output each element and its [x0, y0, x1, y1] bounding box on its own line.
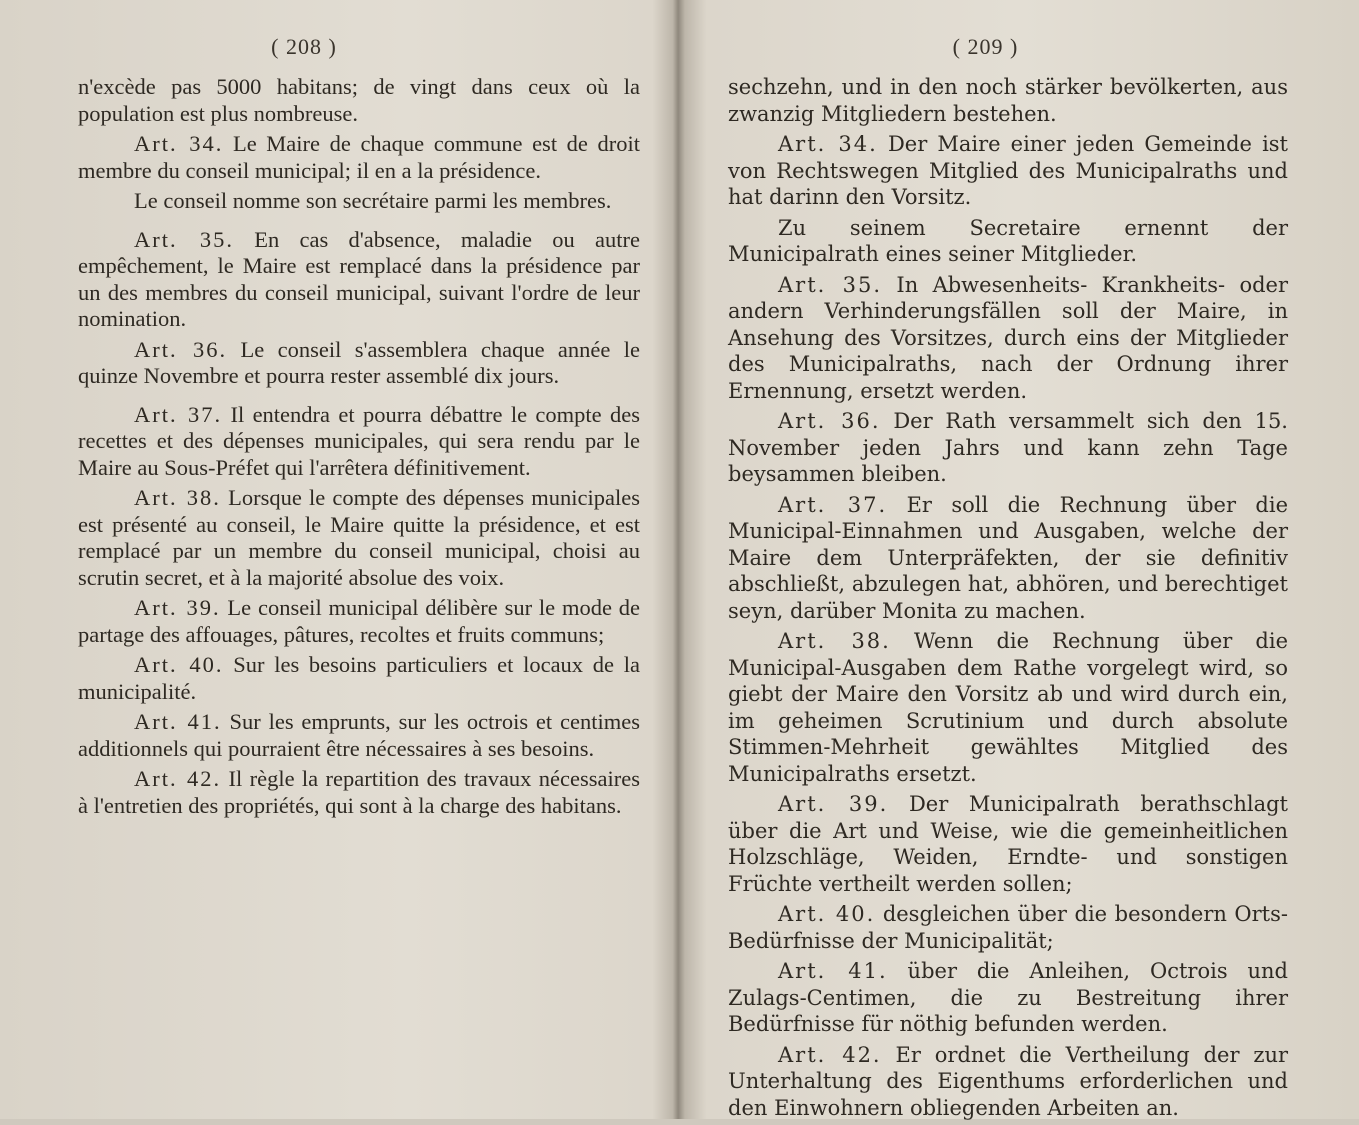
article-42: Art. 42. Il règle la repartition des travaux nécessaires à l'entretien des propriétés, qui sont à la charge des habitans.: [78, 766, 640, 818]
article-35: Art. 35. In Abwesenheits- Krankheits- oder andern Verhinderungsfällen soll der Maire, in Ansehung des Vorsitzes, durch eins der Mitglieder des Municipalraths, nach der Ordnung ihrer Ernennung, ersetzt werden.: [728, 272, 1288, 403]
article-38: Art. 38. Lorsque le compte des dépenses municipales est présenté au conseil, le Maire quitte la présidence, et est remplacé par un membre du conseil municipal, choisi au scrutin secret, et à la majorité absolue des voix.: [78, 485, 640, 590]
article-39: Art. 39. Le conseil municipal délibère sur le mode de partage des affouages, pâtures, recoltes et fruits communs;: [78, 595, 641, 647]
article-40: Art. 40. desgleichen über die besondern Orts-Bedürfnisse der Municipalität;: [728, 902, 1288, 953]
article-36: Art. 36. Der Rath versammelt sich den 15. November jeden Jahrs und kann zehn Tage beysammen bleiben.: [728, 409, 1288, 486]
paragraph: n'excède pas 5000 habitans; de vingt dans ceux où la population est plus nombreuse.: [78, 74, 640, 126]
article-36: Art. 36. Le conseil s'assemblera chaque année le quinze Novembre et pourra rester assemblé dix jours.: [78, 336, 640, 388]
article-38: Art. 38. Wenn die Rechnung über die Municipal-Ausgaben dem Rathe vorgelegt wird, so giebt der Maire den Vorsitz ab und wird durch ein, im geheimen Scrutinium und durch absolute Stimmen-Mehrheit gewähltes Mitglied des Municipalraths ersetzt.: [728, 629, 1288, 786]
article-40: Art. 40. Sur les besoins particuliers et locaux de la municipalité.: [78, 652, 640, 704]
paragraph: Le conseil nomme son secrétaire parmi les membres.: [134, 188, 612, 213]
article-37: Art. 37. Il entendra et pourra débattre le compte des recettes et des dépenses municipales, qui sera rendu par le Maire au Sous-Préfet qui l'arrêtera définitivement.: [78, 401, 641, 480]
article-42: Art. 42. Er ordnet die Vertheilung der zur Unterhaltung des Eigenthums erforderlichen und den Einwohnern obliegenden Arbeiten an.: [728, 1042, 1289, 1120]
article-34: Art. 34. Der Maire einer jeden Gemeinde ist von Rechtswegen Mitglied des Municipalraths und hat darinn den Vorsitz.: [728, 132, 1289, 209]
page-text: [78, 74, 640, 823]
paragraph: sechzehn, und in den noch stärker bevölkerten, aus zwanzig Mitgliedern bestehen.: [728, 75, 1288, 126]
article-37: Art. 37. Er soll die Rechnung über die Municipal-Einnahmen und Ausgaben, welche der Maire dem Unterpräfekten, der sie definitiv abschließt, abzulegen hat, abhören, und berechtiget seyn, darüber Monita zu machen.: [728, 492, 1289, 623]
article-34: Art. 34. Le Maire de chaque commune est de droit membre du conseil municipal; il en a la présidence.: [78, 131, 640, 183]
article-35: Art. 35. En cas d'absence, maladie ou autre empêchement, le Maire est remplacé dans la présidence par un des membres du conseil municipal, suivant l'ordre de leur nomination.: [78, 226, 641, 331]
page-number: ( 209 ): [952, 34, 1019, 59]
article-41: Art. 41. über die Anleihen, Octrois und Zulags-Centimen, die zu Bestreitung ihrer Bedürfnisse für nöthig befunden werden.: [728, 959, 1288, 1036]
right-page: [672, 0, 1359, 1119]
page-text: [728, 74, 1288, 1125]
article-39: Art. 39. Der Municipalrath berathschlagt über die Art und Weise, wie die gemeinheitlichen Holzschläge, Weiden, Erndte- und sonstigen Früchte vertheilt werden sollen;: [728, 792, 1288, 896]
left-page: [0, 0, 668, 1119]
paragraph: Zu seinem Secretaire ernennt der Municipalrath eines seiner Mitglieder.: [728, 215, 1288, 266]
page-number: ( 208 ): [271, 34, 337, 59]
article-41: Art. 41. Sur les emprunts, sur les octrois et centimes additionnels qui pourraient être nécessaires à ses besoins.: [78, 709, 640, 761]
